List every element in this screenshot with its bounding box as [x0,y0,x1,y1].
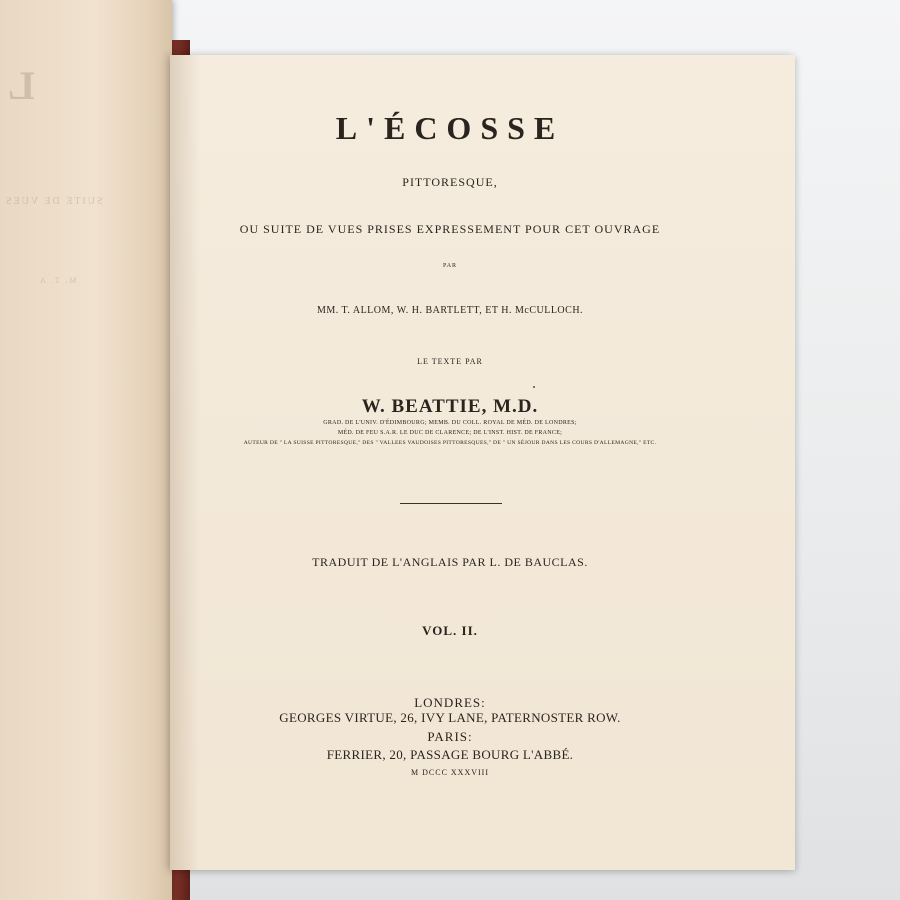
author-name: W. BEATTIE, M.D. [361,396,539,417]
ink-speck [533,386,535,388]
bleed-through-letter: L [8,63,35,108]
book-subtitle: PITTORESQUE, [402,175,498,189]
volume-number: VOL. II. [422,623,478,638]
publisher-city-london: LONDRES: [414,695,486,710]
artists-line: MM. T. ALLOM, W. H. BARTLETT, ET H. McCULLOCH. [316,305,584,316]
book-description: OU SUITE DE VUES PRISES EXPRESSEMENT POUR CET OUVRAGE [239,222,661,236]
publisher-address-london: GEORGES VIRTUE, 26, IVY LANE, PATERNOSTER ROW. [279,710,621,725]
publisher-city-paris: PARIS: [427,729,473,744]
by-label: PAR [442,263,458,269]
text-by-label: LE TEXTE PAR [417,357,483,366]
left-page [0,0,172,900]
publisher-address-paris: FERRIER, 20, PASSAGE BOURG L'ABBÉ. [326,747,574,762]
author-credentials-line: MÉD. DE FEU S.A.R. LE DUC DE CLARENCE; DE L'INST. HIST. DE FRANCE; [337,430,563,436]
author-credentials-line: AUTEUR DE " LA SUISSE PITTORESQUE," DES " VALLEES VAUDOISES PITTORESQUES," DE " UN SÉJOUR DANS LES COURS D'ALLEMAGNE," ETC. [243,440,657,446]
bleed-through-line: SUITE DE VUES [4,196,103,207]
book-title: L'ÉCOSSE [335,110,565,146]
author-credentials-line: GRAD. DE L'UNIV. D'ÉDIMBOURG; MEMB. DU COLL. ROYAL DE MÉD. DE LONDRES; [323,420,577,426]
translator-line: TRADUIT DE L'ANGLAIS PAR L. DE BAUCLAS. [312,555,588,569]
bleed-through-line: M. T. A [38,276,77,285]
publication-date: M DCCC XXXVIII [411,768,489,777]
section-divider [400,503,502,504]
